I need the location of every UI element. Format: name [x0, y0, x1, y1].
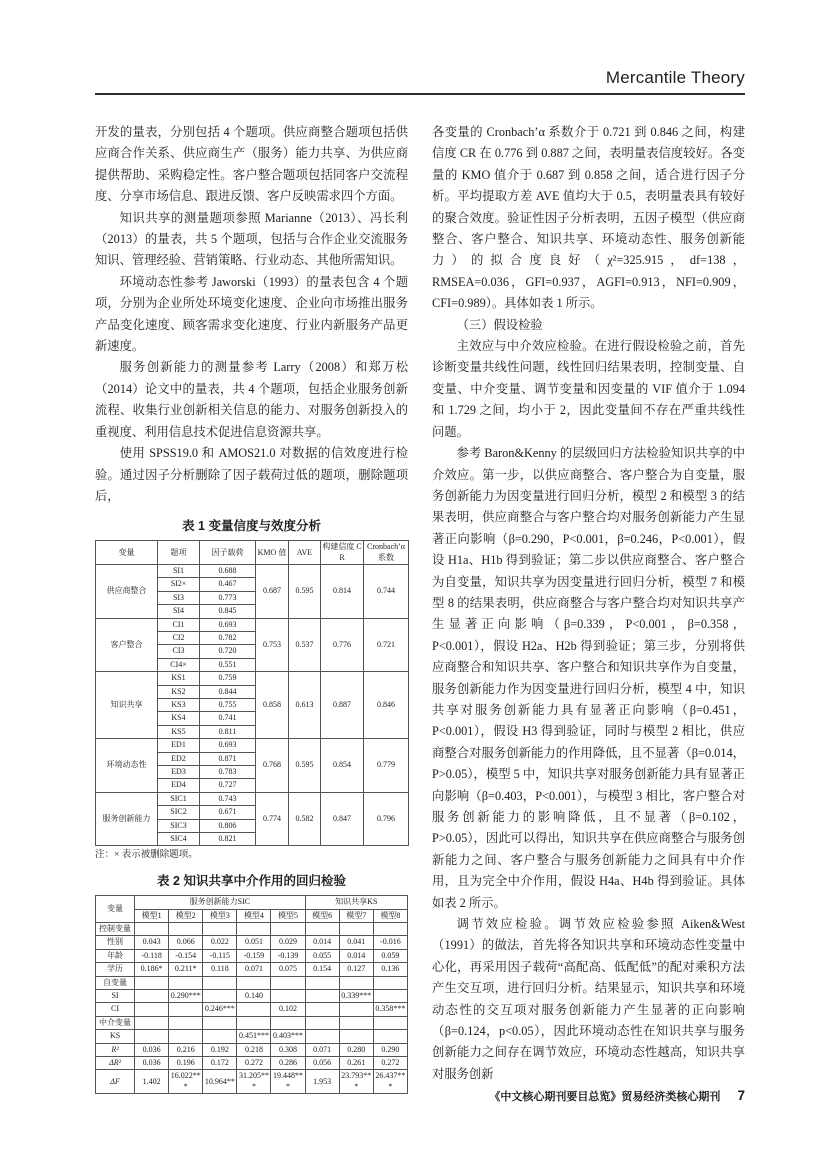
table2-data-row — [96, 963, 408, 976]
table1-header-cell: Cronbach’α 系数 — [364, 541, 409, 565]
value-cell: 0.403*** — [271, 1030, 305, 1043]
value-cell — [373, 923, 407, 936]
row-label-cell: KS — [96, 1030, 135, 1043]
paragraph: 服务创新能力的测量参考 Larry（2008）和郑万松（2014）论文中的量表，共 4 个题项，包括企业服务创新流程、收集行业创新相关信息的能力、对服务创新投入的重视度、利用信息技术促进信息资源共享。 — [95, 360, 408, 439]
value-cell — [305, 990, 339, 1003]
value-cell — [203, 1016, 237, 1029]
item-code-cell: SIC3 — [158, 819, 200, 832]
value-cell — [373, 976, 407, 989]
value-cell — [271, 923, 305, 936]
value-cell — [373, 1016, 407, 1029]
table1-header-cell: AVE — [289, 541, 321, 565]
value-cell — [339, 1030, 373, 1043]
kmo-cell: 0.858 — [256, 672, 289, 739]
factor-loading-cell: 0.821 — [200, 832, 256, 845]
paragraph: 环境动态性参考 Jaworski（1993）的量表包含 4 个题项，分别为企业所处环境变化速度、企业向市场推出服务产品变化速度、顾客需求变化速度、行业内新服务产品更新速度。 — [95, 274, 408, 354]
cr-cell: 0.814 — [321, 565, 364, 619]
factor-loading-cell: 0.783 — [200, 765, 256, 778]
row-label-cell: 性别 — [96, 936, 135, 949]
table1-header-cell: 题项 — [158, 541, 200, 565]
alpha-cell: 0.846 — [364, 672, 409, 739]
alpha-cell: 0.721 — [364, 618, 409, 672]
factor-loading-cell: 0.688 — [200, 565, 256, 578]
value-cell: 0.014 — [305, 936, 339, 949]
value-cell: 0.290 — [373, 1043, 407, 1056]
value-cell: 0.041 — [339, 936, 373, 949]
item-code-cell: SIC4 — [158, 832, 200, 845]
factor-loading-cell: 0.693 — [200, 618, 256, 631]
value-cell: 0.216 — [169, 1043, 203, 1056]
page-header — [95, 68, 745, 95]
value-cell: 0.118 — [203, 963, 237, 976]
value-cell: 1.953 — [305, 1070, 339, 1094]
value-cell — [237, 976, 271, 989]
item-code-cell: KS3 — [158, 699, 200, 712]
kmo-cell: 0.753 — [256, 618, 289, 672]
value-cell: 0.308 — [271, 1043, 305, 1056]
value-cell — [305, 976, 339, 989]
model-header-cell: 模型6 — [305, 909, 339, 922]
value-cell: 0.280 — [339, 1043, 373, 1056]
alpha-cell: 0.744 — [364, 565, 409, 619]
value-cell: 0.272 — [237, 1056, 271, 1069]
table2-regression-mediation — [95, 895, 408, 1094]
item-code-cell: SIC2 — [158, 806, 200, 819]
value-cell: 0.136 — [373, 963, 407, 976]
factor-loading-cell: 0.773 — [200, 591, 256, 604]
item-code-cell: CI3 — [158, 645, 200, 658]
table2-section-row — [96, 1016, 408, 1029]
factor-loading-cell: 0.871 — [200, 752, 256, 765]
value-cell — [305, 1016, 339, 1029]
table2-data-row — [96, 936, 408, 949]
value-cell — [339, 923, 373, 936]
value-cell: 0.056 — [305, 1056, 339, 1069]
factor-loading-cell: 0.845 — [200, 605, 256, 618]
alpha-cell: 0.779 — [364, 739, 409, 793]
value-cell: 1.402 — [135, 1070, 169, 1094]
two-column-body — [95, 122, 745, 1094]
table1-header-cell: 构建信度 CR — [321, 541, 364, 565]
model-header-cell: 模型2 — [169, 909, 203, 922]
table2-section-row — [96, 976, 408, 989]
item-code-cell: CI1 — [158, 618, 200, 631]
value-cell: 0.075 — [271, 963, 305, 976]
item-code-cell: CI2 — [158, 632, 200, 645]
row-label-cell: 年龄 — [96, 949, 135, 962]
value-cell — [271, 976, 305, 989]
table1-row — [96, 565, 409, 578]
paragraph: 开发的量表，分别包括 4 个题项。供应商整合题项包括供应商合作关系、供应商生产（服务）能力共享、为供应商提供帮助、采购稳定性。客户整合题项包括同客户交流程度、分享市场信息、跟进反馈、客户反映需求四个方面。 — [95, 125, 408, 204]
value-cell: 0.261 — [339, 1056, 373, 1069]
value-cell — [305, 1003, 339, 1016]
table2-body — [96, 923, 408, 1094]
table2-header-row-groups — [96, 896, 408, 909]
item-code-cell: ED3 — [158, 765, 200, 778]
ave-cell: 0.595 — [289, 565, 321, 619]
value-cell: -0.016 — [373, 936, 407, 949]
table1-header-row — [96, 541, 409, 565]
value-cell — [271, 1016, 305, 1029]
value-cell — [135, 990, 169, 1003]
table1-header-cell: 因子载荷 — [200, 541, 256, 565]
header-rule — [95, 93, 745, 95]
value-cell — [339, 1003, 373, 1016]
value-cell — [271, 990, 305, 1003]
value-cell: 0.140 — [237, 990, 271, 1003]
kmo-cell: 0.768 — [256, 739, 289, 793]
table2-data-row — [96, 1003, 408, 1016]
value-cell — [169, 1003, 203, 1016]
item-code-cell: KS5 — [158, 725, 200, 738]
paragraph: 使用 SPSS19.0 和 AMOS21.0 对数据的信效度进行检验。通过因子分析删除了因子载荷过低的题项，删除题项后， — [95, 446, 408, 503]
value-cell — [135, 1003, 169, 1016]
model-header-cell: 模型5 — [271, 909, 305, 922]
kmo-cell: 0.774 — [256, 792, 289, 846]
table1-header-cell: 变量 — [96, 541, 158, 565]
item-code-cell: KS4 — [158, 712, 200, 725]
journal-title: Mercantile Theory — [605, 68, 745, 87]
value-cell — [169, 1016, 203, 1029]
value-cell — [169, 923, 203, 936]
value-cell: 0.172 — [203, 1056, 237, 1069]
factor-loading-cell: 0.759 — [200, 672, 256, 685]
table1-row — [96, 618, 409, 631]
row-label-cell: 中介变量 — [96, 1016, 135, 1029]
page-number: 7 — [737, 1088, 745, 1103]
factor-loading-cell: 0.782 — [200, 632, 256, 645]
table1-header-cell: KMO 值 — [256, 541, 289, 565]
value-cell: 0.211* — [169, 963, 203, 976]
ave-cell: 0.595 — [289, 739, 321, 793]
right-column — [432, 122, 745, 1094]
value-cell: 0.071 — [237, 963, 271, 976]
value-cell: 0.154 — [305, 963, 339, 976]
value-cell: 0.286 — [271, 1056, 305, 1069]
value-cell: 0.071 — [305, 1043, 339, 1056]
value-cell: -0.118 — [135, 949, 169, 962]
paragraph: 主效应与中介效应检验。在进行假设检验之前，首先诊断变量共线性问题，线性回归结果表明，控制变量、自变量、中介变量、调节变量和因变量的 VIF 值介于 1.094 和 1.729 之间，均小于 2，因此变量间不存在严重共线性问题。 — [432, 339, 745, 439]
value-cell: 0.339*** — [339, 990, 373, 1003]
ave-cell: 0.582 — [289, 792, 321, 846]
value-cell — [203, 976, 237, 989]
table1-note: 注：× 表示被删除题项。 — [95, 850, 198, 861]
value-cell: 0.290*** — [169, 990, 203, 1003]
table1-row — [96, 792, 409, 805]
paragraph: 参考 Baron&Kenny 的层级回归方法检验知识共享的中介效应。第一步，以供应商整合、客户整合为自变量，服务创新能力为因变量进行回归分析，模型 2 和模型 3 的结果表明，供应商整合与客户整合均对服务创新能力产生显著正向影响（β=0.290，P<0.001，β=0.246，P<0.001），假设 H1a、H1b 得到验证；第二步以供应商整合、客户整合为自变量，知识共享为因变量进行回归分析，模型 7 和模型 8 的结果表明，供应商整合与客户整合均对知识共享产生显著正向影响（β=0.339，P<0.001，β=0.358，P<0.001），假设 H2a、H2b 得到验证；第三步，分别将供应商整合和知识共享、客户整合和知识共享作为自变量，服务创新能力作为因变量进行回归分析，模型 4 中，知识共享对服务创新能力具有显著正向影响（β=0.451，P<0.001），假设 H3 得到验证，同时与模型 2 相比，供应商整合对服务创新能力的作用降低，且不显著（β=0.014，P>0.05），模型 5 中，知识共享对服务创新能力具有显著正向影响（β=0.403，P<0.001），与模型 3 相比，客户整合对服务创新能力的影响降低，且不显著（β=0.102，P>0.05），因此可以得出，知识共享在供应商整合与服务创新能力之间、客户整合与服务创新能力之间具有中介作用，且为完全中介作用，假设 H4a、H4b 得到验证。具体如表 2 所示。 — [432, 446, 745, 910]
value-cell: 0.218 — [237, 1043, 271, 1056]
value-cell — [373, 1030, 407, 1043]
model-header-cell: 模型4 — [237, 909, 271, 922]
factor-loading-cell: 0.727 — [200, 779, 256, 792]
factor-loading-cell: 0.741 — [200, 712, 256, 725]
row-label-cell: 控制变量 — [96, 923, 135, 936]
table2-data-row — [96, 949, 408, 962]
model-header-cell: 模型7 — [339, 909, 373, 922]
value-cell — [203, 923, 237, 936]
value-cell: -0.115 — [203, 949, 237, 962]
value-cell — [203, 990, 237, 1003]
variable-name-cell: 客户整合 — [96, 618, 158, 672]
item-code-cell: ED1 — [158, 739, 200, 752]
left-column — [95, 122, 408, 1094]
table1-row — [96, 739, 409, 752]
value-cell: 0.043 — [135, 936, 169, 949]
value-cell: 0.036 — [135, 1056, 169, 1069]
table2-data-row — [96, 1043, 408, 1056]
table2-data-row — [96, 1030, 408, 1043]
item-code-cell: SI3 — [158, 591, 200, 604]
item-code-cell: KS2 — [158, 685, 200, 698]
model-header-cell: 模型1 — [135, 909, 169, 922]
value-cell: -0.154 — [169, 949, 203, 962]
value-cell: 0.059 — [373, 949, 407, 962]
table2-header — [96, 896, 408, 923]
table1-row — [96, 672, 409, 685]
value-cell — [203, 1030, 237, 1043]
cr-cell: 0.776 — [321, 618, 364, 672]
value-cell: 0.055 — [305, 949, 339, 962]
item-code-cell: ED2 — [158, 752, 200, 765]
table2-data-row — [96, 990, 408, 1003]
ave-cell: 0.613 — [289, 672, 321, 739]
variable-header-cell: 变量 — [96, 896, 135, 923]
factor-loading-cell: 0.671 — [200, 806, 256, 819]
row-label-cell: 学历 — [96, 963, 135, 976]
factor-loading-cell: 0.743 — [200, 792, 256, 805]
paragraph: 各变量的 Cronbach’α 系数介于 0.721 到 0.846 之间，构建信度 CR 在 0.776 到 0.887 之间，表明量表信度较好。各变量的 KMO 值介于 0.687 到 0.858 之间，适合进行因子分析。平均提取方差 AVE 值均大于 0.5，表明量表具有较好的聚合效度。验证性因子分析表明，五因子模型（供应商整合、客户整合、知识共享、环境动态性、服务创新能力）的拟合度良好（χ²=325.915，df=138，RMSEA=0.036，GFI=0.937，AGFI=0.913，NFI=0.909，CFI=0.989）。具体如表 1 所示。 — [432, 125, 745, 311]
value-cell: 0.022 — [203, 936, 237, 949]
value-cell: 0.066 — [169, 936, 203, 949]
page-footer — [95, 1088, 745, 1104]
value-cell: 0.051 — [237, 936, 271, 949]
value-cell — [135, 1030, 169, 1043]
variable-name-cell: 环境动态性 — [96, 739, 158, 793]
item-code-cell: SIC1 — [158, 792, 200, 805]
variable-name-cell: 服务创新能力 — [96, 792, 158, 846]
value-cell: 10.964** — [203, 1070, 237, 1094]
table1-reliability-validity — [95, 540, 409, 846]
factor-loading-cell: 0.806 — [200, 819, 256, 832]
factor-loading-cell: 0.467 — [200, 578, 256, 591]
value-cell — [339, 1016, 373, 1029]
table1-header — [96, 541, 409, 565]
model-header-cell: 模型3 — [203, 909, 237, 922]
item-code-cell: KS1 — [158, 672, 200, 685]
value-cell: 0.029 — [271, 936, 305, 949]
value-cell: 0.014 — [339, 949, 373, 962]
value-cell — [339, 976, 373, 989]
footer-journal-note: 《中文核心期刊要目总览》贸易经济类核心期刊 — [489, 1091, 721, 1103]
table2-data-row — [96, 1056, 408, 1069]
value-cell — [237, 1003, 271, 1016]
table2-header-row-models — [96, 909, 408, 922]
table1-body — [96, 565, 409, 846]
row-label-cell: ΔF — [96, 1070, 135, 1094]
value-cell — [135, 1016, 169, 1029]
value-cell — [169, 976, 203, 989]
cr-cell: 0.887 — [321, 672, 364, 739]
group-header-ks: 知识共享KS — [305, 896, 407, 909]
paragraph: 知识共享的测量题项参照 Marianne（2013）、冯长利（2013）的量表，共 5 个题项，包括与合作企业交流服务知识、管理经验、营销策略、行业动态、其他所需知识。 — [95, 210, 408, 268]
value-cell: 26.437*** — [373, 1070, 407, 1094]
table2-title: 表 2 知识共享中介作用的回归检验 — [157, 874, 346, 889]
row-label-cell: 自变量 — [96, 976, 135, 989]
value-cell: 31.205*** — [237, 1070, 271, 1094]
value-cell — [169, 1030, 203, 1043]
factor-loading-cell: 0.844 — [200, 685, 256, 698]
item-code-cell: CI4× — [158, 658, 200, 671]
value-cell: -0.139 — [271, 949, 305, 962]
item-code-cell: SI2× — [158, 578, 200, 591]
variable-name-cell: 知识共享 — [96, 672, 158, 739]
kmo-cell: 0.687 — [256, 565, 289, 619]
value-cell: 23.793*** — [339, 1070, 373, 1094]
value-cell — [373, 990, 407, 1003]
factor-loading-cell: 0.693 — [200, 739, 256, 752]
value-cell: 0.272 — [373, 1056, 407, 1069]
value-cell: 0.192 — [203, 1043, 237, 1056]
row-label-cell: CI — [96, 1003, 135, 1016]
value-cell: 0.358*** — [373, 1003, 407, 1016]
value-cell: 0.127 — [339, 963, 373, 976]
value-cell: 19.448*** — [271, 1070, 305, 1094]
group-header-sic: 服务创新能力SIC — [135, 896, 305, 909]
value-cell: 0.036 — [135, 1043, 169, 1056]
factor-loading-cell: 0.811 — [200, 725, 256, 738]
value-cell: 0.196 — [169, 1056, 203, 1069]
factor-loading-cell: 0.720 — [200, 645, 256, 658]
row-label-cell: ΔR² — [96, 1056, 135, 1069]
table2-section-row — [96, 923, 408, 936]
value-cell — [305, 923, 339, 936]
value-cell: 0.246*** — [203, 1003, 237, 1016]
cr-cell: 0.854 — [321, 739, 364, 793]
value-cell — [237, 923, 271, 936]
value-cell: 0.102 — [271, 1003, 305, 1016]
value-cell: 16.022*** — [169, 1070, 203, 1094]
factor-loading-cell: 0.551 — [200, 658, 256, 671]
item-code-cell: SI4 — [158, 605, 200, 618]
variable-name-cell: 供应商整合 — [96, 565, 158, 619]
model-header-cell: 模型8 — [373, 909, 407, 922]
item-code-cell: ED4 — [158, 779, 200, 792]
value-cell — [305, 1030, 339, 1043]
cr-cell: 0.847 — [321, 792, 364, 846]
alpha-cell: 0.796 — [364, 792, 409, 846]
row-label-cell: R² — [96, 1043, 135, 1056]
factor-loading-cell: 0.755 — [200, 699, 256, 712]
value-cell: 0.186* — [135, 963, 169, 976]
value-cell — [135, 976, 169, 989]
paragraph: 调节效应检验。调节效应检验参照 Aiken&West（1991）的做法，首先将各知识共享和环境动态性变量中心化，再采用因子载荷“高配高、低配低”的配对乘积方法产生交互项，进行回归分析。结果显示，知识共享和环境动态性的交互项对服务创新能力产生显著的正向影响（β=0.124，p<0.05），因此环境动态性在知识共享与服务创新能力之间存在调节效应，环境动态性越高，知识共享对服务创新 — [432, 917, 745, 1081]
table1-title: 表 1 变量信度与效度分析 — [182, 519, 321, 534]
value-cell — [135, 923, 169, 936]
value-cell: 0.451*** — [237, 1030, 271, 1043]
ave-cell: 0.537 — [289, 618, 321, 672]
item-code-cell: SI1 — [158, 565, 200, 578]
value-cell: -0.159 — [237, 949, 271, 962]
paragraph: （三）假设检验 — [456, 317, 543, 332]
value-cell — [237, 1016, 271, 1029]
row-label-cell: SI — [96, 990, 135, 1003]
